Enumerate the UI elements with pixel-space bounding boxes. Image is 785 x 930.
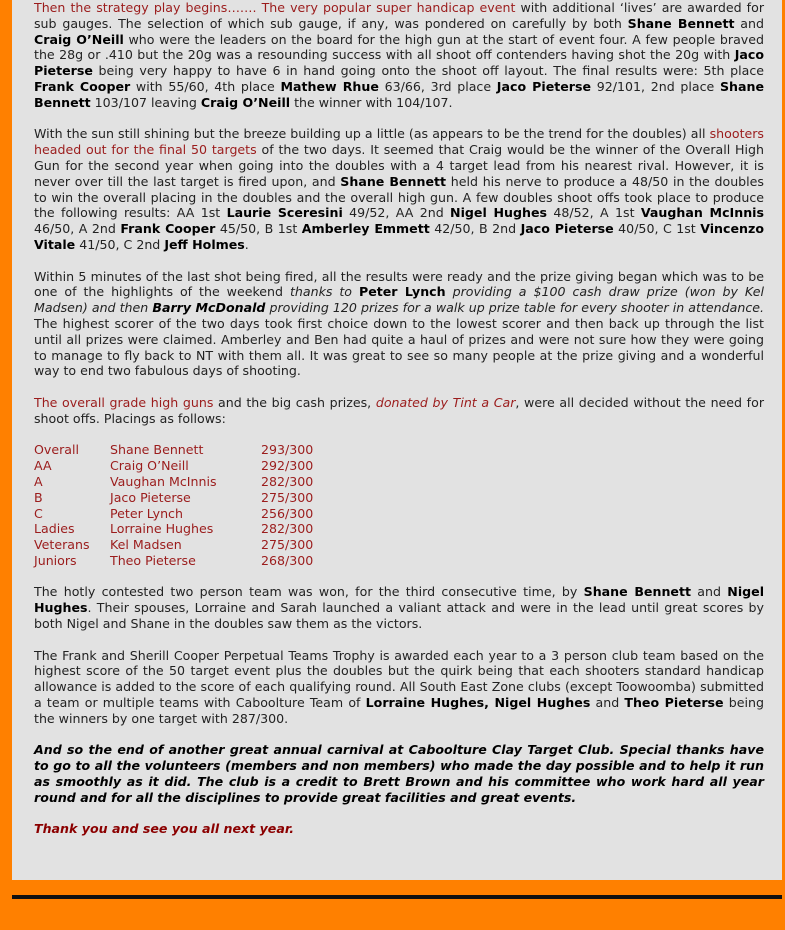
table-row: Ladies Lorraine Hughes 282/300 [34,521,314,537]
table-row: Juniors Theo Pieterse 268/300 [34,552,314,568]
paragraph-high-guns: The overall grade high guns and the big cash prizes, donated by Tint a Car, were all decided without the need for shoot offs. Placings as follows: [34,394,764,426]
paragraph-teams-trophy: The Frank and Sherill Cooper Perpetual Teams Trophy is awarded each year to a 3 person club team based on the highest score of the 50 target event plus the doubles but the quirk being that each shooters standard handicap allowance is added to the score of each qualifying round. All South East Zone clubs (except Toowoomba) submitted a team or multiple teams with Caboolture Team of Lorraine Hughes, Nigel Hughes and Theo Pieterse being the winners by one target with 287/300. [34,647,764,726]
table-row: AA Craig O’Neill 292/300 [34,458,314,474]
table-row: B Jaco Pieterse 275/300 [34,489,314,505]
table-row: C Peter Lynch 256/300 [34,505,314,521]
paragraph-super-handicap: Then the strategy play begins……. The very popular super handicap event with additional ‘lives’ are awarded for sub gauges. The selection of which sub gauge, if any, was pondered on carefully by both Shane Bennett and Craig O’Neill who were the leaders on the board for the high gun at the start of event four. A few people braved the 28g or .410 but the 20g was a resounding success with all shoot off contenders having shot the 20g with Jaco Pieterse being very happy to have 6 in hand going onto the shoot off layout. The final results were: 5th place Frank Cooper with 55/60, 4th place Mathew Rhue 63/66, 3rd place Jaco Pieterse 92/101, 2nd place Shane Bennett 103/107 leaving Craig O’Neill the winner with 104/107. [34,0,765,110]
paragraph-prize-giving: Within 5 minutes of the last shot being fired, all the results were ready and the prize giving began which was to be one of the highlights of the weekend thanks to Peter Lynch providing a $100 cash draw prize (won by Kel Madsen) and then Barry McDonald providing 120 prizes for a walk up prize table for every shooter in attendance. The highest scorer of the two days took first choice down to the lowest scorer and then back up through the list until all prizes were claimed. Amberley and Ben had quite a haul of prizes and were not sure how they were going to manage to fly back to NT with them all. It was great to see so many people at the prize giving and a wonderful way to end two fabulous days of shooting. [34,268,764,379]
article-body [34,0,764,837]
thank-you-note: Thank you and see you all next year. [34,821,295,837]
table-row: Veterans Kel Madsen 275/300 [34,537,314,553]
table-row: A Vaughan McInnis 282/300 [34,473,314,489]
paragraph-two-person-team: The hotly contested two person team was won, for the third consecutive time, by Shane Bennett and Nigel Hughes. Their spouses, Lorraine and Sarah launched a valiant attack and were in the lead until great scores by both Nigel and Shane in the doubles saw them as the victors. [34,584,765,632]
paragraph-doubles: With the sun still shining but the breeze building up a little (as appears to be the trend for the doubles) all shooters headed out for the final 50 targets of the two days. It seemed that Craig would be the winner of the Overall High Gun for the second year when going into the doubles with a 4 target lead from his nearest rival. However, it is never over till the last target is fired upon, and Shane Bennett held his nerve to produce a 48/50 in the doubles to win the overall placing in the doubles and the overall high gun. A few doubles shoot offs took place to produce the following results: AA 1st Laurie Sceresini 49/52, AA 2nd Nigel Hughes 48/52, A 1st Vaughan McInnis 46/50, A 2nd Frank Cooper 45/50, B 1st Amberley Emmett 42/50, B 2nd Jaco Pieterse 40/50, C 1st Vincenzo Vitale 41/50, C 2nd Jeff Holmes. [34,126,764,252]
table-row: Overall Shane Bennett 293/300 [34,442,314,458]
placings-table [34,442,313,568]
closing-paragraph: And so the end of another great annual carnival at Caboolture Clay Target Club. Special thanks have to go to all the volunteers (members and non members) who made the day possible and to help it run as smoothly as it did. The club is a credit to Brett Brown and his committee who work hard all year round and for all the disciplines to provide great facilities and great events. [34,742,764,805]
footer-divider [12,895,782,899]
